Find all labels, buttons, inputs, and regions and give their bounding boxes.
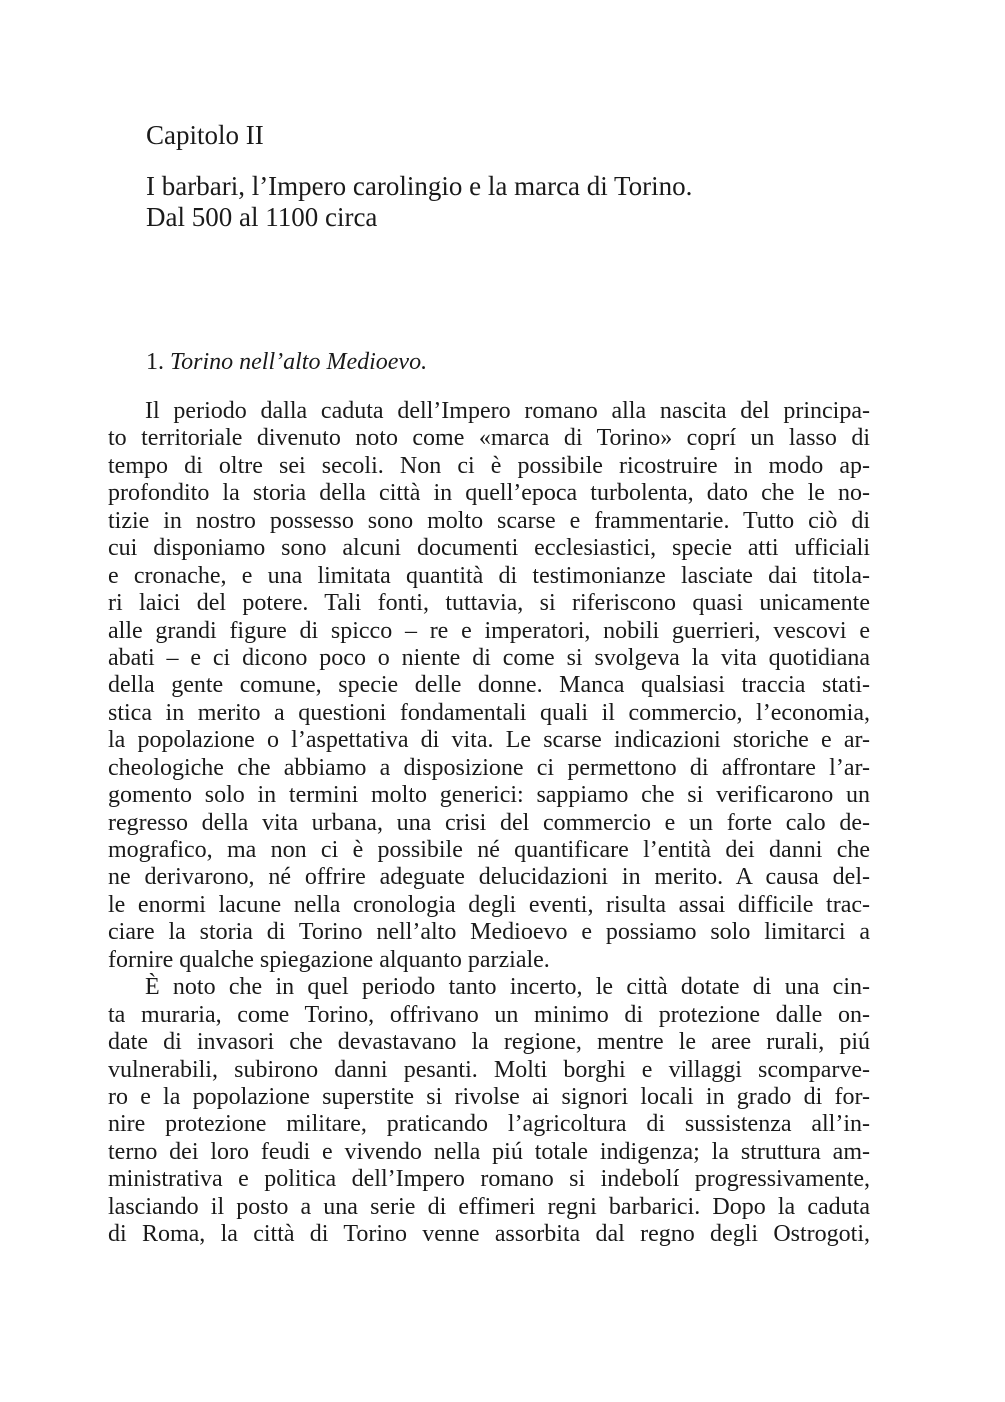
section-heading — [146, 347, 427, 377]
body-text — [108, 398, 870, 1249]
text-line: regresso della vita urbana, una crisi del commercio e un forte calo de- — [108, 809, 870, 836]
text-line: fornire qualche spiegazione alquanto parziale. — [108, 946, 550, 973]
text-line: to territoriale divenuto noto come «marca di Torino» coprí un lasso di — [108, 425, 870, 452]
text-line: cui disponiamo sono alcuni documenti ecclesiastici, specie atti ufficiali — [108, 535, 870, 562]
text-line: nire protezione militare, praticando l’agricoltura di sussistenza all’in- — [108, 1111, 870, 1138]
text-line: tizie in nostro possesso sono molto scarse e frammentarie. Tutto ciò di — [108, 507, 870, 534]
text-line: È noto che in quel periodo tanto incerto, le città dotate di una cin- — [145, 974, 870, 1001]
text-line: ta muraria, come Torino, offrivano un minimo di protezione dalle on- — [108, 1001, 870, 1028]
section-number: 1. — [146, 349, 164, 375]
text-line: ri laici del potere. Tali fonti, tuttavia, si riferiscono quasi unicamente — [108, 590, 870, 617]
text-line: terno dei loro feudi e vivendo nella piú totale indigenza; la struttura am- — [108, 1138, 870, 1165]
text-line: stica in merito a questioni fondamentali quali il commercio, l’economia, — [108, 699, 870, 726]
chapter-title-line: Dal 500 al 1100 circa — [146, 202, 378, 232]
text-line: cheologiche che abbiamo a disposizione ci permettono di affrontare l’ar- — [108, 754, 870, 781]
text-line: la popolazione o l’aspettativa di vita. Le scarse indicazioni storiche e ar- — [108, 727, 870, 754]
text-line: ne derivarono, né offrire adeguate delucidazioni in merito. A causa del- — [108, 864, 870, 891]
paragraph — [108, 974, 870, 1248]
text-line: le enormi lacune nella cronologia degli eventi, risulta assai difficile trac- — [108, 891, 870, 918]
text-line: vulnerabili, subirono danni pesanti. Molti borghi e villaggi scomparve- — [108, 1056, 870, 1083]
chapter-title-line: I barbari, l’Impero carolingio e la marca di Torino. — [146, 171, 693, 201]
text-line: alle grandi figure di spicco – re e imperatori, nobili guerrieri, vescovi e — [108, 617, 870, 644]
text-line: di Roma, la città di Torino venne assorbita dal regno degli Ostrogoti, — [108, 1221, 870, 1248]
text-line: gomento solo in termini molto generici: sappiamo che si verificarono un — [108, 782, 870, 809]
section-title: Torino nell’alto Medioevo. — [170, 349, 428, 375]
text-line: ministrativa e politica dell’Impero romano si indebolí progressivamente, — [108, 1166, 870, 1193]
text-line: della gente comune, specie delle donne. Manca qualsiasi traccia stati- — [108, 672, 870, 699]
text-line: lasciando il posto a una serie di effimeri regni barbarici. Dopo la caduta — [108, 1193, 870, 1220]
paragraph — [108, 398, 870, 974]
text-line: profondito la storia della città in quell’epoca turbolenta, dato che le no- — [108, 480, 870, 507]
text-line: ro e la popolazione superstite si rivolse ai signori locali in grado di for- — [108, 1083, 870, 1110]
text-line: date di invasori che devastavano la regione, mentre le aree rurali, piú — [108, 1029, 870, 1056]
text-line: mografico, ma non ci è possibile né quantificare l’entità dei danni che — [108, 837, 870, 863]
chapter-title — [146, 171, 886, 233]
text-line: ciare la storia di Torino nell’alto Medioevo e possiamo solo limitarci a — [108, 919, 870, 946]
chapter-label: Capitolo II — [146, 120, 264, 150]
text-line: abati – e ci dicono poco o niente di come si svolgeva la vita quotidiana — [108, 644, 870, 671]
text-line: e cronache, e una limitata quantità di testimonianze lasciate dai titola- — [108, 562, 870, 589]
text-line: tempo di oltre sei secoli. Non ci è possibile ricostruire in modo ap- — [108, 452, 870, 479]
text-line: Il periodo dalla caduta dell’Impero romano alla nascita del principa- — [145, 398, 870, 424]
